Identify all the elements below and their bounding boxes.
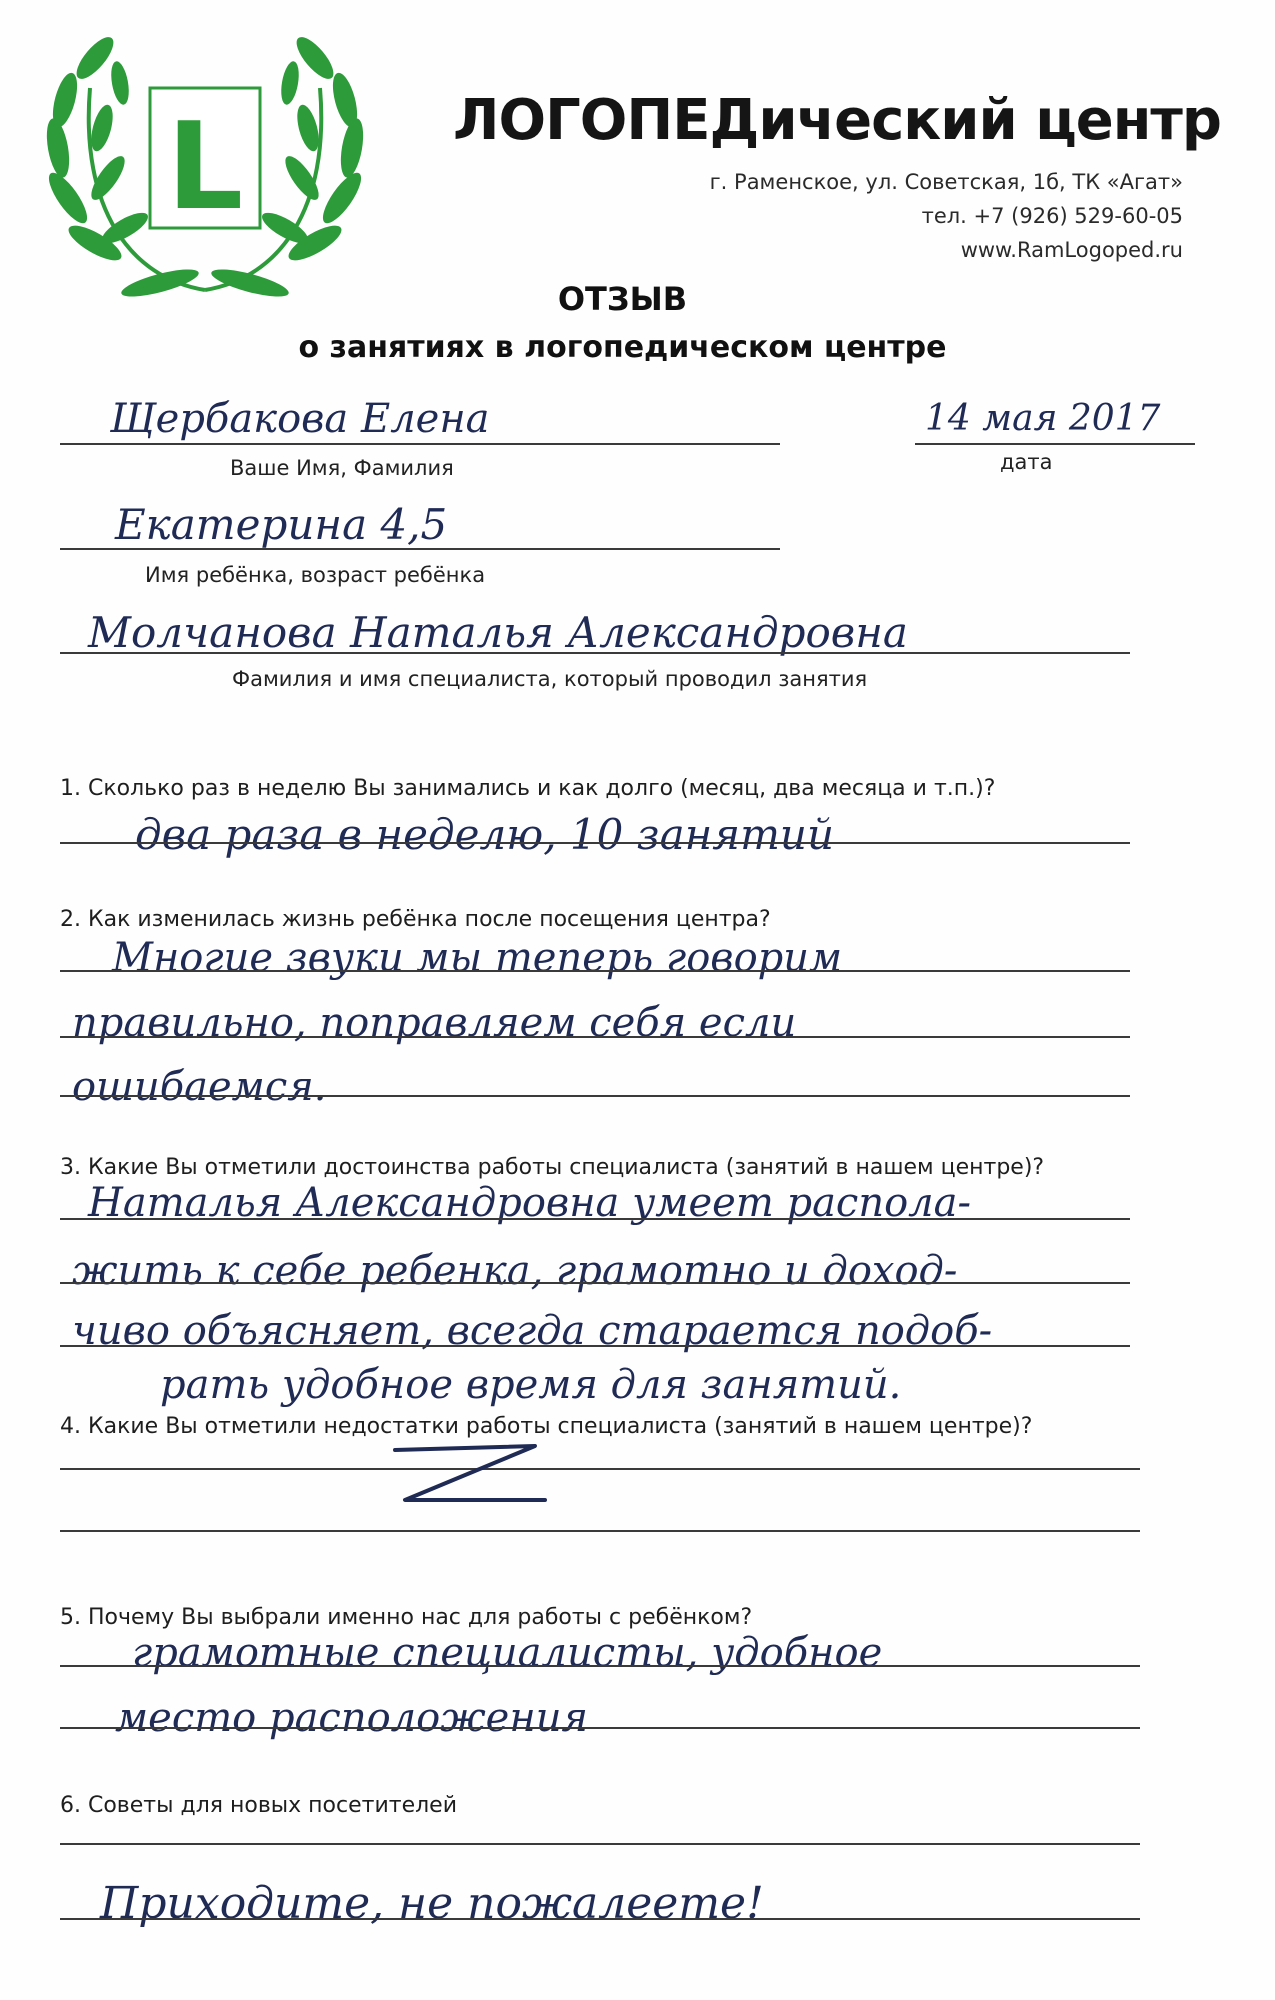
answer-line — [60, 1530, 1140, 1532]
dash-mark-icon — [385, 1440, 555, 1530]
name-line — [60, 443, 780, 445]
child-value: Екатерина 4,5 — [115, 500, 448, 549]
name-value: Щербакова Елена — [110, 396, 490, 442]
specialist-line — [60, 652, 1130, 654]
form-subtitle: о занятиях в логопедическом центре — [298, 330, 947, 365]
answer-2-line-2: правильно, поправляем себя если — [72, 1000, 797, 1046]
specialist-value: Молчанова Наталья Александровна — [88, 608, 908, 657]
answer-line — [60, 1843, 1140, 1845]
question-6: 6. Советы для новых посетителей — [60, 1793, 458, 1818]
answer-line — [60, 1727, 1140, 1729]
answer-line — [60, 970, 1130, 972]
answer-2-line-1: Многие звуки мы теперь говорим — [112, 935, 843, 981]
date-line — [915, 443, 1195, 445]
question-2: 2. Как изменилась жизнь ребёнка после посещения центра? — [60, 907, 771, 932]
answer-line — [60, 1345, 1130, 1347]
answer-5-line-1: грамотные специалисты, удобное — [132, 1630, 883, 1676]
answer-line — [60, 842, 1130, 844]
center-website: www.RamLogoped.ru — [960, 238, 1183, 262]
question-3: 3. Какие Вы отметили достоинства работы специалиста (занятий в нашем центре)? — [60, 1155, 1045, 1180]
answer-line — [60, 1468, 1140, 1470]
answer-line — [60, 1036, 1130, 1038]
answer-line — [60, 1282, 1130, 1284]
name-label: Ваше Имя, Фамилия — [230, 456, 454, 480]
answer-1-line-1: два раза в неделю, 10 занятий — [135, 810, 835, 859]
answer-3-line-1: Наталья Александровна умеет распола- — [88, 1180, 971, 1226]
answer-5-line-2: место расположения — [115, 1695, 588, 1741]
date-value: 14 мая 2017 — [925, 398, 1161, 439]
answer-3-line-2: жить к себе ребенка, грамотно и доход- — [72, 1248, 958, 1294]
question-4: 4. Какие Вы отметили недостатки работы специалиста (занятий в нашем центре)? — [60, 1414, 1033, 1439]
center-phone: тел. +7 (926) 529-60-05 — [921, 204, 1183, 228]
question-5: 5. Почему Вы выбрали именно нас для работы с ребёнком? — [60, 1605, 753, 1630]
answer-3-line-3: чиво объясняет, всегда старается подоб- — [72, 1308, 993, 1354]
child-line — [60, 548, 780, 550]
specialist-label: Фамилия и имя специалиста, который проводил занятия — [232, 667, 868, 691]
child-label: Имя ребёнка, возраст ребёнка — [145, 563, 486, 587]
logo-letter: L — [166, 98, 244, 237]
center-address: г. Раменское, ул. Советская, 1б, ТК «Агат» — [709, 170, 1183, 194]
laurel-logo-icon — [40, 28, 370, 298]
answer-line — [60, 1095, 1130, 1097]
date-label: дата — [1000, 450, 1053, 474]
center-name: ЛОГОПЕДический центр — [453, 88, 1221, 153]
answer-line — [60, 1665, 1140, 1667]
answer-line — [60, 1218, 1130, 1220]
answer-line — [60, 1918, 1140, 1920]
answer-2-line-3: ошибаемся. — [72, 1064, 327, 1110]
form-title: ОТЗЫВ — [557, 280, 688, 318]
answer-6-line-1: Приходите, не пожалеете! — [100, 1878, 764, 1929]
answer-3-line-4: рать удобное время для занятий. — [160, 1362, 902, 1408]
question-1: 1. Сколько раз в неделю Вы занимались и как долго (месяц, два месяца и т.п.)? — [60, 776, 996, 801]
